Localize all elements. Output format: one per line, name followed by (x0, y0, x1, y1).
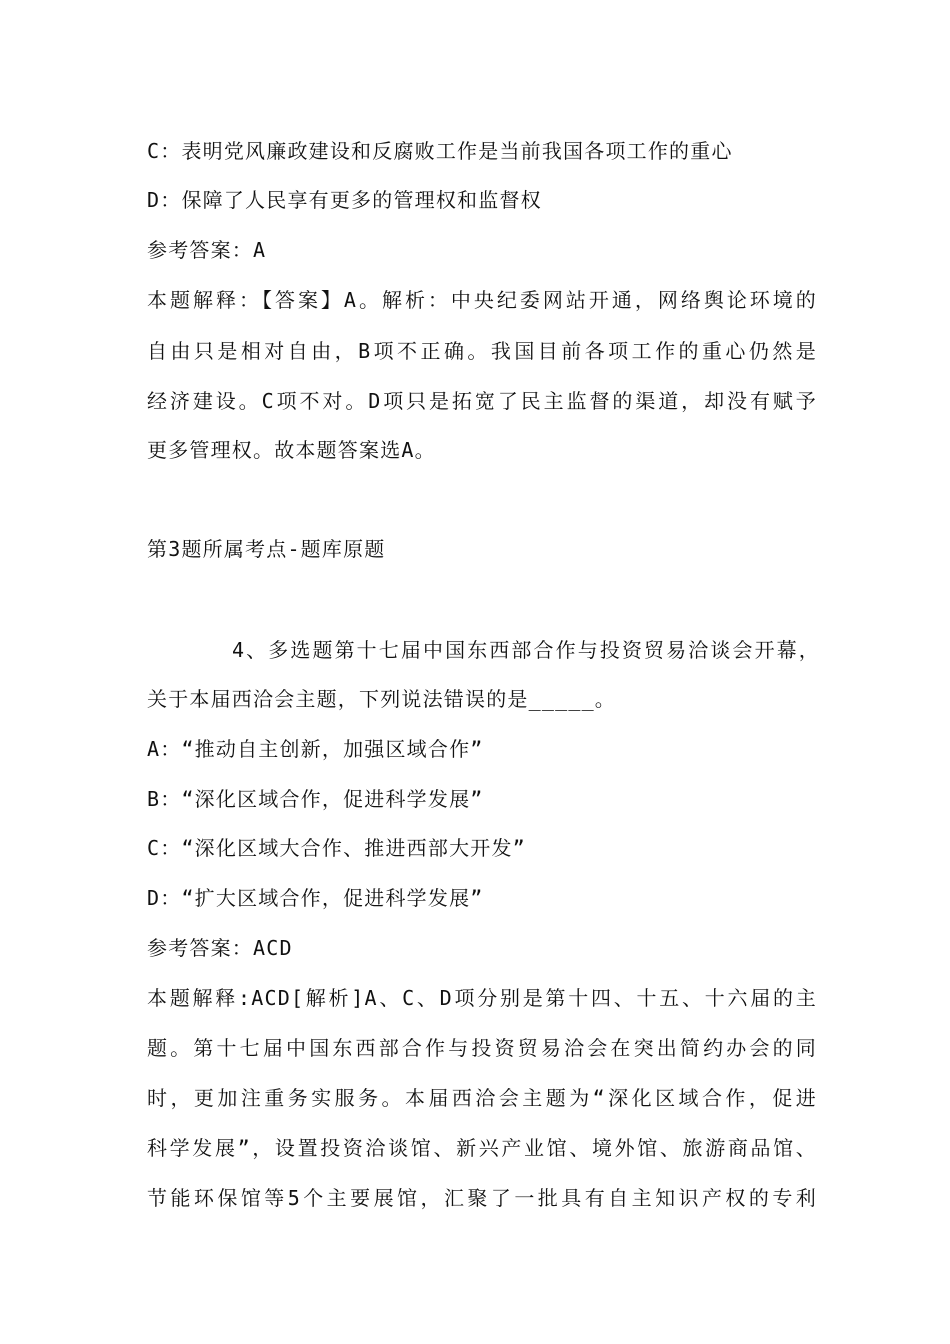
q4-option-b: B：“深化区域合作，促进科学发展” (147, 787, 484, 811)
q4-option-d: D：“扩大区域合作，促进科学发展” (147, 886, 484, 910)
q3-explanation-line: 自由只是相对自由，B项不正确。我国目前各项工作的重心仍然是 (147, 339, 817, 363)
q4-explanation-line: 节能环保馆等5个主要展馆，汇聚了一批具有自主知识产权的专利 (147, 1186, 817, 1210)
q3-explanation-line: 更多管理权。故本题答案选A。 (147, 438, 436, 462)
q3-option-c: C：表明党风廉政建设和反腐败工作是当前我国各项工作的重心 (147, 139, 733, 163)
q4-answer: 参考答案：ACD (147, 936, 293, 960)
q3-explanation-line: 经济建设。C项不对。D项只是拓宽了民主监督的渠道，却没有赋予 (147, 389, 817, 413)
q3-explanation-line: 本题解释：【答案】A。解析：中央纪委网站开通，网络舆论环境的 (147, 288, 817, 312)
q4-explanation-line: 时，更加注重务实服务。本届西洽会主题为“深化区域合作，促进 (147, 1086, 817, 1110)
q4-option-c: C：“深化区域大合作、推进西部大开发” (147, 836, 526, 860)
q4-stem-line: 关于本届西洽会主题，下列说法错误的是_____。 (147, 687, 617, 711)
q3-knowledge-point: 第3题所属考点-题库原题 (147, 537, 386, 561)
q4-explanation-line: 本题解释:ACD[解析]A、C、D项分别是第十四、十五、十六届的主 (147, 986, 817, 1010)
q3-option-d: D：保障了人民享有更多的管理权和监督权 (147, 188, 542, 212)
q4-explanation-line: 题。第十七届中国东西部合作与投资贸易洽会在突出简约办会的同 (147, 1036, 817, 1060)
q4-option-a: A：“推动自主创新，加强区域合作” (147, 737, 484, 761)
q4-explanation-line: 科学发展”，设置投资洽谈馆、新兴产业馆、境外馆、旅游商品馆、 (147, 1136, 817, 1160)
q4-stem-line: 4、多选题第十七届中国东西部合作与投资贸易洽谈会开幕， (232, 638, 820, 662)
q3-answer: 参考答案：A (147, 238, 267, 262)
